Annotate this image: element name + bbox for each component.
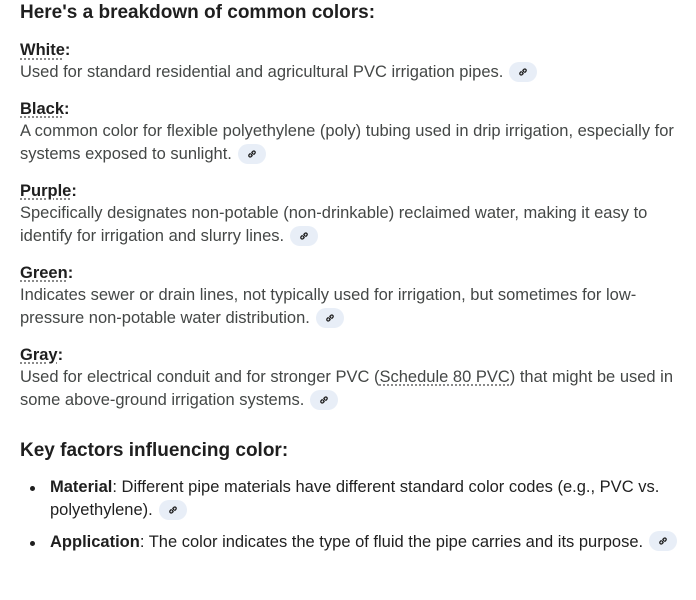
source-link-button[interactable] [310,390,338,410]
color-name[interactable]: Purple [20,181,72,200]
source-link-button[interactable] [649,531,677,551]
color-entry-gray [20,344,696,413]
color-description: Used for standard residential and agricultural PVC irrigation pipes. [20,61,696,85]
link-icon [168,505,178,515]
factor-text: : The color indicates the type of fluid the pipe carries and its purpose. [139,532,644,551]
source-link-button[interactable] [509,62,537,82]
color-entry-green [20,262,696,331]
bullet [30,541,35,546]
link-icon [319,395,329,405]
link-icon [325,313,335,323]
source-link-button[interactable] [290,226,318,246]
source-link-button[interactable] [238,144,266,164]
color-entry-purple [20,180,696,249]
color-name[interactable]: White [20,41,65,59]
link-icon [299,231,309,241]
color-description: Indicates sewer or drain lines, not typically used for irrigation, but sometimes for low-pressure non-potable water distribution. [20,285,637,327]
color-entry-white [20,39,696,85]
section-heading-breakdown: Here's a breakdown of common colors: [20,2,376,23]
link-icon [518,67,528,77]
source-link-button[interactable] [159,500,187,520]
color-term: Gray: [20,345,64,364]
link-icon [247,149,257,159]
section-heading-factors: Key factors influencing color: [20,439,289,461]
color-term: Black: [20,99,70,118]
factor-name: Application [50,532,140,551]
color-description: Used for electrical conduit and for stronger PVC (Schedule 80 PVC) that might be used in some above-ground irrigation systems. [20,367,674,409]
list-item [20,531,696,555]
factor-text: : Different pipe materials have different standard color codes (e.g., PVC vs. polyethylene). [50,477,660,519]
color-name[interactable]: Gray [20,345,58,364]
source-link-button[interactable] [316,308,344,328]
color-name[interactable]: Green [20,263,68,282]
link-icon [658,536,668,546]
color-description: Specifically designates non-potable (non-drinkable) reclaimed water, making it easy to identify for irrigation and slurry lines. [20,203,648,245]
list-item [20,476,696,523]
color-name[interactable]: Black [20,99,65,118]
bullet [30,486,35,491]
color-term: Green: [20,263,74,282]
factor-name: Material [50,477,113,496]
glossary-term-schedule-80-pvc[interactable]: Schedule 80 PVC [379,367,510,386]
color-term: Purple: [20,181,77,200]
color-term: White: [20,41,71,59]
color-description: A common color for flexible polyethylene (poly) tubing used in drip irrigation, especially for systems exposed to sunlight. [20,121,674,163]
factors-list [20,476,696,555]
color-entry-black [20,98,696,167]
